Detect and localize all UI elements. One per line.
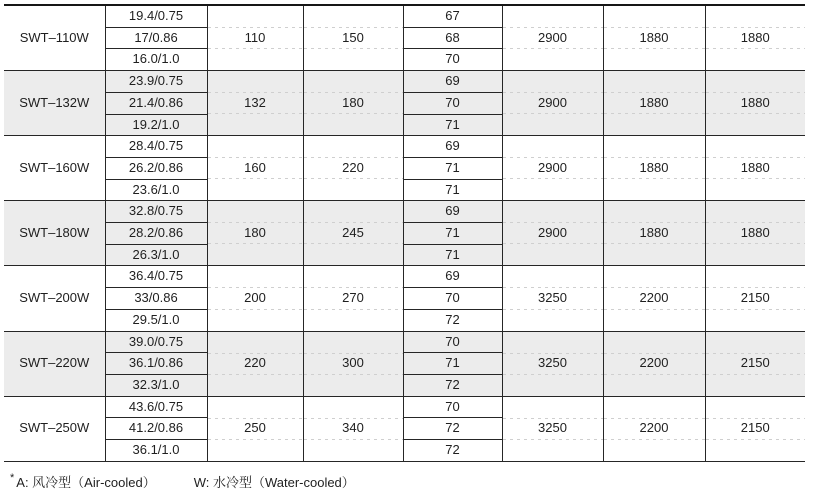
model-cell: SWT–200W — [19, 290, 90, 306]
value-cell: 69 — [403, 201, 502, 223]
value-cell: 41.2/0.86 — [105, 418, 207, 440]
value-cell: 2200 — [603, 396, 705, 461]
spec-table — [4, 4, 805, 462]
footnote-water-cooled: W: 水冷型（Water-cooled） — [193, 474, 355, 490]
model-cell: SWT–250W — [19, 420, 90, 436]
value-cell: 270 — [303, 266, 403, 331]
value-cell: 43.6/0.75 — [105, 396, 207, 418]
value-cell: 71 — [403, 353, 502, 375]
value-cell: 71 — [403, 223, 502, 245]
model-cell: SWT–160W — [19, 159, 90, 175]
footnote-air-cooled: A: 风冷型（Air-cooled） — [16, 474, 156, 490]
value-cell: 2900 — [502, 5, 603, 71]
footnote — [4, 472, 814, 491]
value-cell: 1880 — [603, 201, 705, 266]
value-cell: 70 — [403, 396, 502, 418]
value-cell: 300 — [303, 331, 403, 396]
value-cell: 1880 — [603, 5, 705, 71]
value-cell: 180 — [207, 201, 303, 266]
value-cell: 1880 — [603, 71, 705, 136]
value-cell: 39.0/0.75 — [105, 331, 207, 353]
value-cell: 68 — [403, 27, 502, 49]
value-cell: 69 — [403, 266, 502, 288]
value-cell: 71 — [403, 179, 502, 201]
table-row — [4, 396, 805, 418]
value-cell: 36.1/1.0 — [105, 440, 207, 462]
value-cell: 19.4/0.75 — [105, 5, 207, 27]
value-cell: 110 — [207, 5, 303, 71]
value-cell: 28.2/0.86 — [105, 223, 207, 245]
value-cell: 3250 — [502, 396, 603, 461]
value-cell: 2900 — [502, 201, 603, 266]
value-cell: 160 — [207, 136, 303, 201]
model-group-220w — [4, 331, 805, 396]
value-cell: 23.9/0.75 — [105, 71, 207, 93]
table-row — [4, 331, 805, 353]
value-cell: 245 — [303, 201, 403, 266]
value-cell: 72 — [403, 418, 502, 440]
table-row — [4, 5, 805, 27]
value-cell: 2900 — [502, 136, 603, 201]
value-cell: 72 — [403, 440, 502, 462]
value-cell: 36.4/0.75 — [105, 266, 207, 288]
value-cell: 72 — [403, 309, 502, 331]
value-cell: 250 — [207, 396, 303, 461]
value-cell: 200 — [207, 266, 303, 331]
table-row — [4, 71, 805, 93]
value-cell: 340 — [303, 396, 403, 461]
table-row — [4, 266, 805, 288]
model-cell: SWT–110W — [19, 29, 89, 45]
model-cell: SWT–220W — [4, 331, 105, 396]
value-cell: 69 — [403, 71, 502, 93]
value-cell: 32.8/0.75 — [105, 201, 207, 223]
value-cell: 70 — [403, 288, 502, 310]
model-group-180w — [4, 201, 805, 266]
value-cell: 1880 — [705, 71, 805, 136]
value-cell: 3250 — [502, 266, 603, 331]
value-cell: 19.2/1.0 — [105, 114, 207, 136]
value-cell: 3250 — [502, 331, 603, 396]
value-cell: 2150 — [705, 331, 805, 396]
value-cell: 71 — [403, 157, 502, 179]
value-cell: 26.2/0.86 — [105, 157, 207, 179]
model-group-250w — [4, 396, 805, 461]
value-cell: 71 — [403, 114, 502, 136]
value-cell: 2200 — [603, 266, 705, 331]
value-cell: 1880 — [705, 5, 805, 71]
value-cell: 28.4/0.75 — [105, 136, 207, 158]
value-cell: 70 — [403, 92, 502, 114]
value-cell: 2900 — [502, 71, 603, 136]
value-cell: 132 — [207, 71, 303, 136]
model-cell: SWT–180W — [4, 201, 105, 266]
footnote-asterisk: * — [10, 472, 15, 485]
table-row — [4, 201, 805, 223]
model-cell: SWT–132W — [4, 71, 105, 136]
value-cell: 32.3/1.0 — [105, 374, 207, 396]
value-cell: 23.6/1.0 — [105, 179, 207, 201]
value-cell: 1880 — [705, 201, 805, 266]
value-cell: 69 — [403, 136, 502, 158]
value-cell: 33/0.86 — [105, 288, 207, 310]
value-cell: 17/0.86 — [105, 27, 207, 49]
value-cell: 220 — [303, 136, 403, 201]
value-cell: 36.1/0.86 — [105, 353, 207, 375]
value-cell: 71 — [403, 244, 502, 266]
value-cell: 1880 — [603, 136, 705, 201]
value-cell: 16.0/1.0 — [105, 49, 207, 71]
table-row — [4, 136, 805, 158]
value-cell: 150 — [303, 5, 403, 71]
value-cell: 26.3/1.0 — [105, 244, 207, 266]
value-cell: 70 — [403, 49, 502, 71]
value-cell: 2150 — [705, 396, 805, 461]
value-cell: 1880 — [705, 136, 805, 201]
value-cell: 2150 — [705, 266, 805, 331]
value-cell: 70 — [403, 331, 502, 353]
value-cell: 29.5/1.0 — [105, 309, 207, 331]
value-cell: 2200 — [603, 331, 705, 396]
value-cell: 21.4/0.86 — [105, 92, 207, 114]
value-cell: 67 — [403, 5, 502, 27]
value-cell: 180 — [303, 71, 403, 136]
model-group-200w — [4, 266, 805, 331]
model-group-110w — [4, 5, 805, 71]
value-cell: 72 — [403, 374, 502, 396]
value-cell: 220 — [207, 331, 303, 396]
model-group-132w — [4, 71, 805, 136]
model-group-160w — [4, 136, 805, 201]
